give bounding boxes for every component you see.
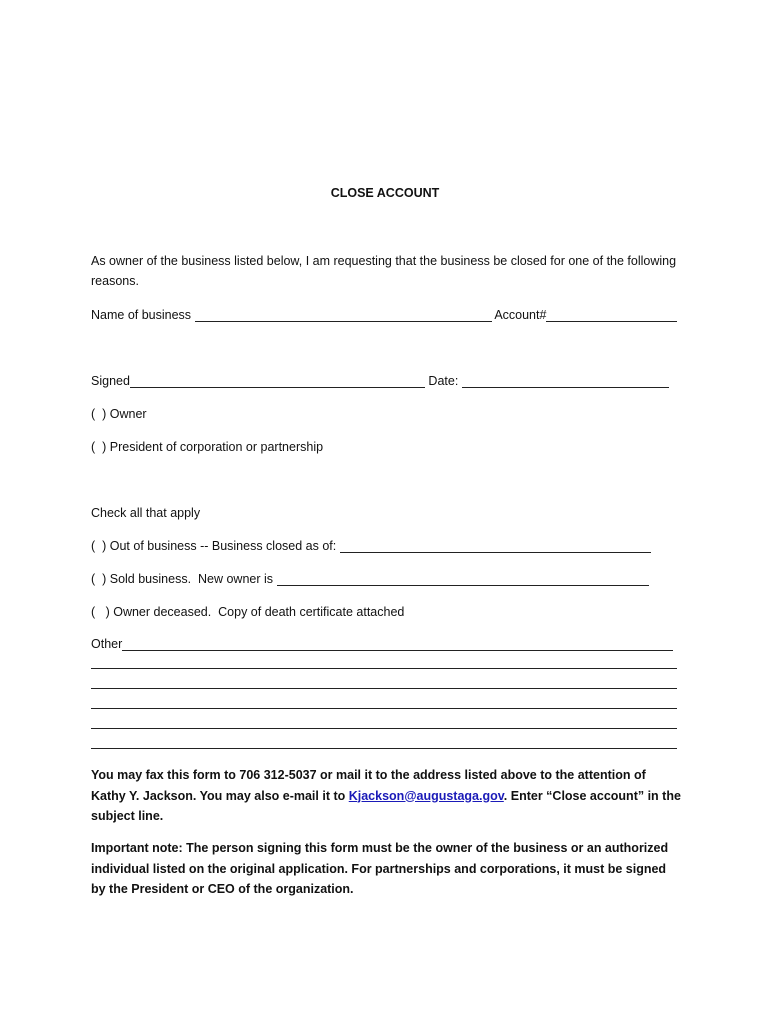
check-all-heading (91, 502, 200, 520)
other-line-2[interactable] (91, 688, 677, 689)
president-option[interactable] (91, 436, 323, 454)
other-field[interactable] (122, 636, 673, 651)
form-title: CLOSE ACCOUNT (330, 186, 440, 200)
other-row (91, 633, 673, 651)
sold-business-option[interactable] (91, 568, 649, 586)
business-closed-date-field[interactable] (340, 538, 651, 553)
fax-note-part2: . Enter “Close account” in the subject line. (91, 788, 681, 823)
other-label: Other (91, 637, 123, 651)
signature-field[interactable] (130, 373, 425, 388)
business-name-label: Name of business (91, 308, 195, 322)
important-note: Important note: The person signing this form must be the owner of the business or an authorized individual listed on the original application. For partnerships and corporations, it must be signed by the President or CEO of the organization. (91, 841, 669, 896)
email-link[interactable]: Kjackson@augustaga.gov (348, 788, 504, 803)
out-of-business-label: ( ) Out of business -- Business closed as of: (91, 539, 340, 553)
other-line-4[interactable] (91, 728, 677, 729)
out-of-business-option[interactable] (91, 535, 651, 553)
president-option-label: ( ) President of corporation or partnership (91, 440, 324, 454)
date-field[interactable] (462, 373, 669, 388)
owner-option-label: ( ) Owner (91, 407, 147, 421)
owner-option[interactable] (91, 403, 147, 421)
account-number-field[interactable] (546, 307, 677, 322)
business-name-row (91, 304, 677, 322)
other-line-3[interactable] (91, 708, 677, 709)
signature-row (91, 370, 669, 388)
fax-note-part1: You may fax this form to 706 312-5037 or mail it to the address listed above to the attention of Kathy Y. Jackson. You may also e-mail it to (91, 768, 646, 803)
owner-deceased-label: ( ) Owner deceased. Copy of death certificate attached (91, 605, 405, 619)
fax-note (91, 765, 683, 827)
new-owner-field[interactable] (277, 571, 649, 586)
other-line-5[interactable] (91, 748, 677, 749)
sold-business-label: ( ) Sold business. New owner is (91, 572, 277, 586)
owner-deceased-option[interactable] (91, 601, 404, 619)
business-name-field[interactable] (195, 307, 492, 322)
other-line-1[interactable] (91, 668, 677, 669)
date-label: Date: (424, 374, 462, 388)
intro-paragraph: As owner of the business listed below, I am requesting that the business be closed for one of the following reasons. (91, 254, 677, 288)
check-all-label: Check all that apply (91, 506, 201, 520)
account-label: Account# (491, 308, 547, 322)
signed-label: Signed (91, 374, 130, 388)
